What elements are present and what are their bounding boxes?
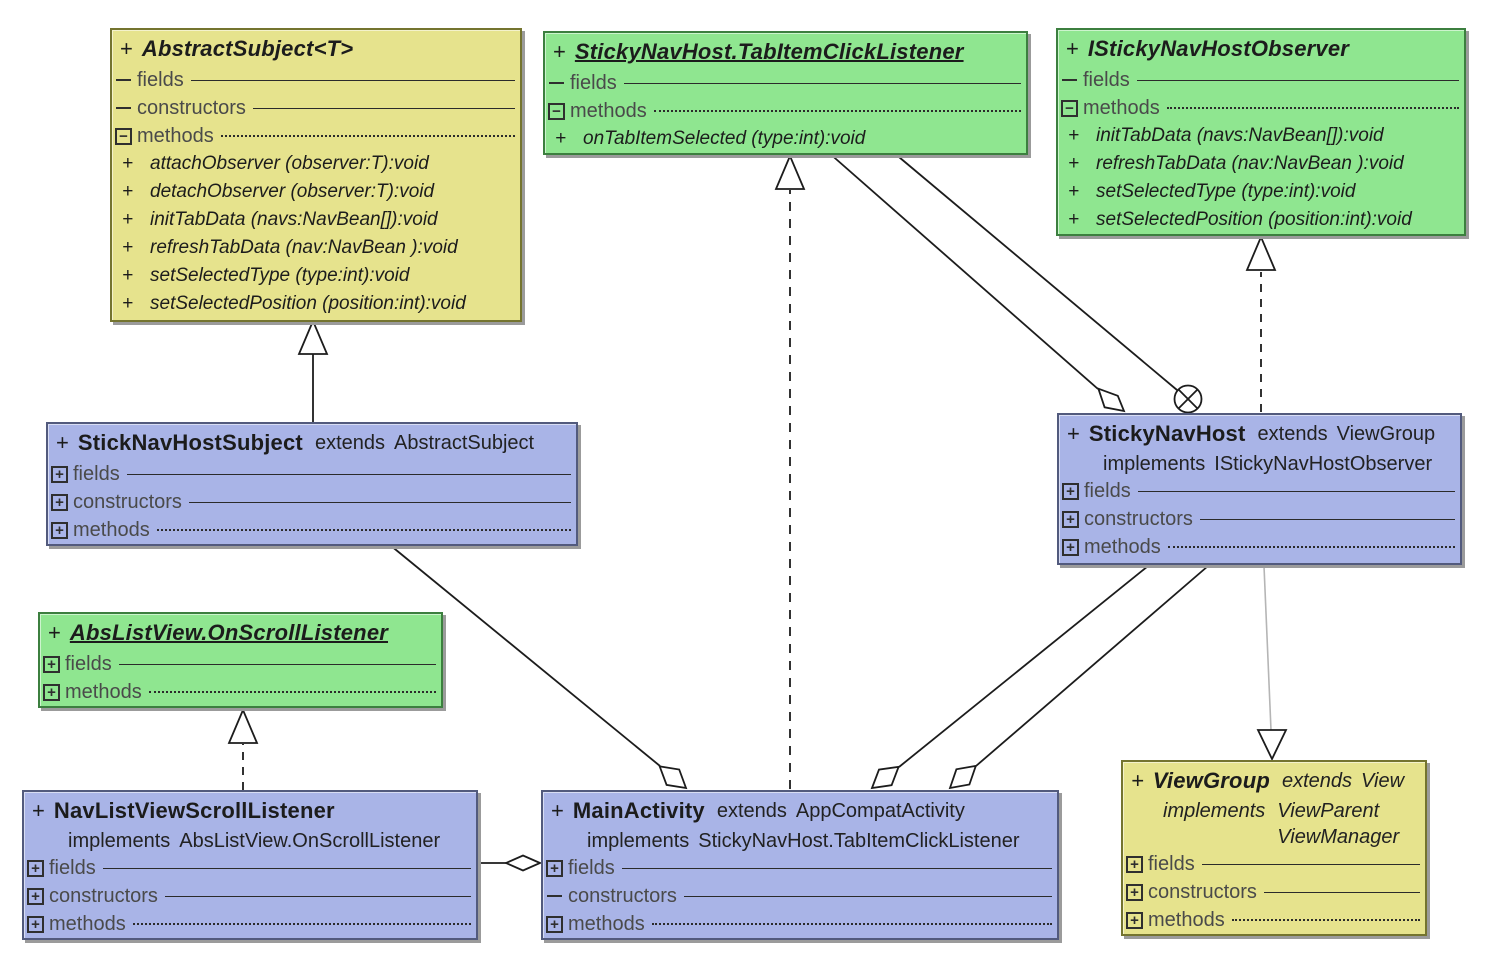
class-name: StickNavHostSubject	[77, 430, 303, 455]
expand-constructors-button[interactable]: +	[27, 888, 44, 905]
expand-constructors-button[interactable]: +	[1062, 511, 1079, 528]
expand-methods-button[interactable]: +	[1126, 912, 1143, 929]
method-row	[1058, 206, 1464, 234]
section-methods	[24, 910, 476, 938]
class-box-stickynavhost[interactable]	[1057, 413, 1462, 565]
class-title	[40, 614, 441, 650]
method-signature: setSelectedType (type:int):void	[150, 265, 410, 286]
extends-keyword: extends	[1257, 422, 1328, 445]
expand-methods-button[interactable]: +	[43, 684, 60, 701]
class-box-onscrolllistener[interactable]	[38, 612, 443, 708]
class-name: StickyNavHost.TabItemClickListener	[574, 39, 964, 64]
section-rule	[1200, 519, 1455, 520]
aggregation-mainactivity-stickynavhost-2	[950, 566, 1208, 788]
section-label: methods	[65, 680, 142, 703]
section-methods	[1058, 94, 1464, 122]
expand-fields-button[interactable]: +	[1062, 483, 1079, 500]
class-title	[1059, 415, 1460, 451]
interface-name: ViewManager	[1277, 825, 1400, 848]
section-label: constructors	[568, 884, 677, 907]
method-visibility: +	[122, 237, 134, 258]
empty-section-marker	[549, 82, 564, 84]
section-methods	[1123, 906, 1425, 934]
interface-name: AbsListView.OnScrollListener	[179, 829, 441, 852]
expand-constructors-button[interactable]: +	[1126, 884, 1143, 901]
visibility-marker: +	[1067, 421, 1080, 446]
implements-keyword: implements	[1163, 799, 1266, 822]
method-signature: initTabData (navs:NavBean[]):void	[150, 209, 438, 230]
class-name: AbstractSubject<T>	[141, 36, 354, 61]
method-row	[112, 290, 520, 318]
method-signature: onTabItemSelected (type:int):void	[583, 128, 866, 149]
section-fields	[48, 460, 576, 488]
method-visibility: +	[1068, 209, 1080, 230]
visibility-marker: +	[56, 430, 69, 455]
section-rule	[1232, 919, 1420, 921]
section-label: methods	[1084, 535, 1161, 558]
class-name: NavListViewScrollListener	[53, 798, 335, 823]
section-label: fields	[137, 68, 184, 91]
section-rule	[1202, 864, 1420, 865]
section-methods	[48, 516, 576, 544]
section-label: fields	[570, 71, 617, 94]
class-name: ViewGroup	[1152, 768, 1270, 793]
section-rule	[624, 83, 1021, 84]
section-label: fields	[568, 856, 615, 879]
visibility-marker: +	[32, 798, 45, 823]
section-rule	[221, 135, 515, 137]
expand-fields-button[interactable]: +	[27, 860, 44, 877]
section-rule	[684, 896, 1052, 897]
visibility-marker: +	[1066, 36, 1079, 61]
method-signature: attachObserver (observer:T):void	[150, 153, 429, 174]
section-rule	[157, 529, 571, 531]
class-title	[48, 424, 576, 460]
section-rule	[654, 110, 1021, 112]
section-label: fields	[73, 462, 120, 485]
section-rule	[191, 80, 515, 81]
section-rule	[1167, 107, 1459, 109]
method-row	[112, 262, 520, 290]
section-label: constructors	[73, 490, 182, 513]
section-label: fields	[65, 652, 112, 675]
method-visibility: +	[122, 265, 134, 286]
method-row	[545, 125, 1026, 153]
class-name: StickyNavHost	[1088, 421, 1246, 446]
expand-methods-button[interactable]: +	[51, 522, 68, 539]
section-methods	[1059, 533, 1460, 561]
section-fields	[1058, 66, 1464, 94]
method-visibility: +	[555, 128, 567, 149]
class-title-implements	[1059, 451, 1460, 477]
visibility-marker: +	[553, 39, 566, 64]
aggregation-mainactivity-navlistviewscrolllistener	[478, 856, 540, 871]
class-title-implements	[1123, 798, 1425, 850]
expand-fields-button[interactable]: +	[51, 466, 68, 483]
class-box-istickynavhostobserver[interactable]	[1056, 28, 1466, 236]
section-constructors	[48, 488, 576, 516]
class-title-implements	[24, 828, 476, 854]
method-visibility: +	[122, 293, 134, 314]
class-box-abstractsubject[interactable]	[110, 28, 522, 322]
interface-list	[1277, 798, 1399, 850]
visibility-marker: +	[48, 620, 61, 645]
method-row	[112, 206, 520, 234]
section-label: methods	[1148, 908, 1225, 931]
section-rule	[652, 923, 1052, 925]
visibility-marker: +	[120, 36, 133, 61]
empty-section-marker	[1062, 79, 1077, 81]
section-label: constructors	[49, 884, 158, 907]
class-title	[543, 792, 1057, 828]
section-label: constructors	[1084, 507, 1193, 530]
class-name: AbsListView.OnScrollListener	[69, 620, 389, 645]
section-rule	[119, 664, 436, 665]
section-fields	[1059, 477, 1460, 505]
section-label: fields	[1084, 479, 1131, 502]
method-signature: setSelectedPosition (position:int):void	[150, 293, 466, 314]
generalization-stickynavhost-viewgroup	[1258, 566, 1286, 759]
implements-keyword: implements	[68, 829, 171, 852]
method-visibility: +	[1068, 181, 1080, 202]
class-title	[1058, 30, 1464, 66]
method-row	[112, 150, 520, 178]
method-row	[112, 178, 520, 206]
section-methods	[40, 678, 441, 706]
collapse-methods-button[interactable]: −	[548, 103, 565, 120]
section-rule	[1138, 491, 1455, 492]
extends-keyword: extends	[314, 431, 386, 454]
section-rule	[253, 108, 515, 109]
superclass-name: AbstractSubject	[394, 431, 535, 454]
method-signature: detachObserver (observer:T):void	[150, 181, 435, 202]
section-label: methods	[570, 99, 647, 122]
implements-keyword: implements	[587, 829, 690, 852]
section-fields	[543, 854, 1057, 882]
section-fields	[545, 69, 1026, 97]
section-rule	[127, 474, 571, 475]
section-constructors	[112, 94, 520, 122]
expand-methods-button[interactable]: +	[546, 916, 563, 933]
collapse-methods-button[interactable]: −	[115, 128, 132, 145]
class-box-navlistviewscrolllistener[interactable]	[22, 790, 478, 940]
section-constructors	[1059, 505, 1460, 533]
section-rule	[1168, 546, 1455, 548]
section-label: methods	[137, 124, 214, 147]
expand-methods-button[interactable]: +	[27, 916, 44, 933]
class-name: IStickyNavHostObserver	[1087, 36, 1350, 61]
class-box-sticknavhostsubject[interactable]	[46, 422, 578, 546]
method-signature: refreshTabData (nav:NavBean ):void	[150, 237, 458, 258]
method-row	[1058, 178, 1464, 206]
expand-fields-button[interactable]: +	[1126, 856, 1143, 873]
method-visibility: +	[122, 209, 134, 230]
section-rule	[189, 502, 571, 503]
section-rule	[622, 868, 1052, 869]
generalization-sticknavhostsubject-abstractsubject	[299, 321, 327, 422]
interface-name: ViewParent	[1277, 799, 1380, 822]
section-constructors	[543, 882, 1057, 910]
section-label: fields	[1148, 852, 1195, 875]
extends-keyword: extends	[716, 799, 787, 822]
empty-section-marker	[547, 895, 562, 897]
section-fields	[1123, 850, 1425, 878]
section-fields	[40, 650, 441, 678]
realization-navlistviewscrolllistener-onscrolllistener	[229, 710, 257, 790]
method-signature: refreshTabData (nav:NavBean ):void	[1096, 153, 1404, 174]
section-methods	[545, 97, 1026, 125]
visibility-marker: +	[551, 798, 564, 823]
section-label: fields	[1083, 68, 1130, 91]
method-visibility: +	[122, 181, 134, 202]
expand-fields-button[interactable]: +	[43, 656, 60, 673]
empty-section-marker	[116, 107, 131, 109]
collapse-methods-button[interactable]: −	[1061, 100, 1078, 117]
section-methods	[112, 122, 520, 150]
section-label: constructors	[1148, 880, 1257, 903]
superclass-name: AppCompatActivity	[795, 799, 965, 822]
empty-section-marker	[116, 79, 131, 81]
section-rule	[165, 896, 471, 897]
class-title	[1123, 762, 1425, 798]
class-title	[112, 30, 520, 66]
superclass-name: ViewGroup	[1336, 422, 1436, 445]
realization-stickynavhost-istickynavhostobserver	[1247, 237, 1275, 412]
class-title	[545, 33, 1026, 69]
section-rule	[103, 868, 471, 869]
interface-name: StickyNavHost.TabItemClickListener	[698, 829, 1020, 852]
class-box-tabitemclicklistener[interactable]	[543, 31, 1028, 155]
aggregation-mainactivity-stickynavhost-1	[872, 566, 1148, 788]
method-signature: setSelectedType (type:int):void	[1096, 181, 1356, 202]
class-title	[24, 792, 476, 828]
method-row	[1058, 150, 1464, 178]
section-fields	[24, 854, 476, 882]
section-constructors	[24, 882, 476, 910]
section-label: methods	[73, 518, 150, 541]
method-visibility: +	[1068, 125, 1080, 146]
implements-keyword: implements	[1103, 452, 1206, 475]
section-label: methods	[49, 912, 126, 935]
superclass-name: View	[1361, 769, 1405, 792]
class-name: MainActivity	[572, 798, 705, 823]
class-box-mainactivity[interactable]	[541, 790, 1059, 940]
method-row	[1058, 122, 1464, 150]
extends-keyword: extends	[1281, 769, 1353, 792]
section-methods	[543, 910, 1057, 938]
visibility-marker: +	[1131, 768, 1144, 793]
section-rule	[1137, 80, 1459, 81]
expand-constructors-button[interactable]: +	[51, 494, 68, 511]
section-label: constructors	[137, 96, 246, 119]
interface-name: IStickyNavHostObserver	[1214, 452, 1433, 475]
section-fields	[112, 66, 520, 94]
section-label: fields	[49, 856, 96, 879]
class-box-viewgroup[interactable]	[1121, 760, 1427, 936]
section-rule	[1264, 892, 1420, 893]
method-visibility: +	[1068, 153, 1080, 174]
method-signature: initTabData (navs:NavBean[]):void	[1096, 125, 1384, 146]
section-constructors	[1123, 878, 1425, 906]
section-label: methods	[568, 912, 645, 935]
method-visibility: +	[122, 153, 134, 174]
method-row	[112, 234, 520, 262]
class-title-implements	[543, 828, 1057, 854]
section-rule	[149, 691, 436, 693]
expand-methods-button[interactable]: +	[1062, 539, 1079, 556]
realization-mainactivity-tabitemclicklistener	[776, 156, 804, 789]
expand-fields-button[interactable]: +	[546, 860, 563, 877]
section-rule	[133, 923, 471, 925]
method-signature: setSelectedPosition (position:int):void	[1096, 209, 1412, 230]
section-label: methods	[1083, 96, 1160, 119]
